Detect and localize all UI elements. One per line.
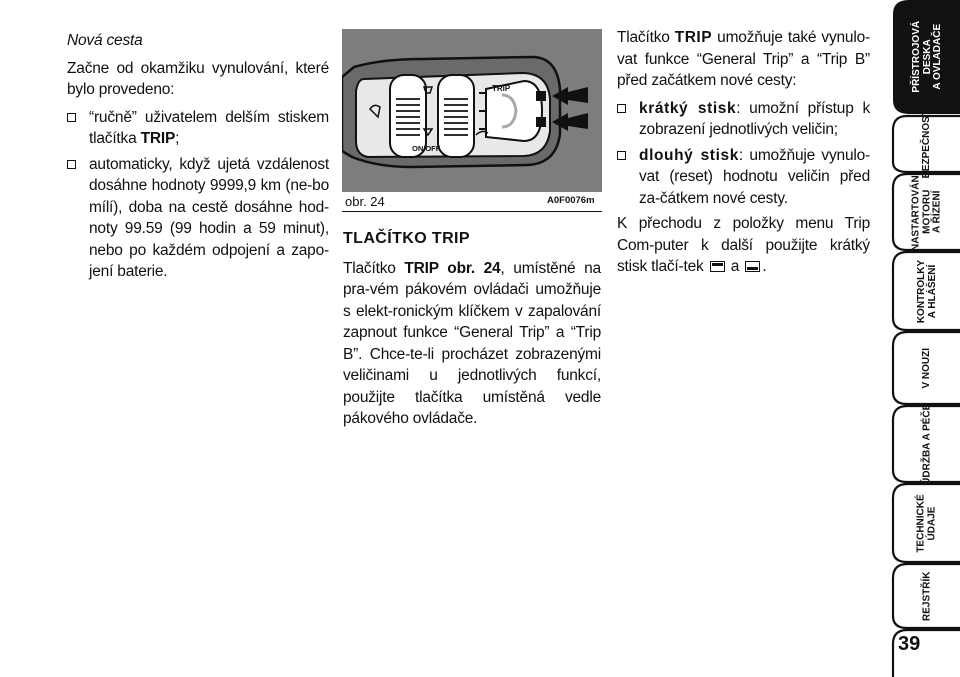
- trip-label: TRIP: [492, 84, 511, 93]
- list-item: “ručně” uživatelem delším stiskem tlačítka TRIP;: [67, 107, 329, 150]
- checkbox-bullet-icon: [617, 104, 626, 113]
- tab-kontrolky[interactable]: KONTROLKY A HLÁŠENÍ: [916, 259, 938, 323]
- button-up-icon: [710, 261, 725, 272]
- tab-bezpecnost[interactable]: BEZPEČNOST: [921, 109, 933, 179]
- body-text: Tlačítko TRIP obr. 24, umístěné na pra-vém pákovém ovládači umožňuje s elekt-ronickým klíčkem v zapalování zapnout funkce “General Trip” a “Trip B”. Chce-te-li procházet zobrazenými veličinami u jednotlivých funkcí, použijte tlačítka umístěná vedle pákového ovládače.: [343, 259, 601, 427]
- list-item: automaticky, když ujetá vzdálenost dosáhne hodnoty 9999,9 km (ne-bo mílí), doba na cestě dosáhne hod-noty 99.59 (99 hodin a 59 minut), nebo po každém odpojení a zapo-jení baterie.: [67, 154, 329, 283]
- body-text: Tlačítko TRIP umožňuje také vynulo-vat funkce “General Trip” a “Trip B” před začátkem nové cesty:: [617, 29, 870, 89]
- chapter-tabs: [887, 0, 960, 677]
- tab-rejstrik[interactable]: REJSTŘÍK: [921, 571, 933, 621]
- list-item: krátký stisk: umožní přístup k zobrazení jednotlivých veličin;: [617, 98, 870, 141]
- page-number: 39: [898, 633, 921, 655]
- figure-caption: obr. 24: [345, 194, 385, 209]
- tab-pristrojova-deska[interactable]: PŘÍSTROJOVÁ DESKA A OVLADAČE: [910, 21, 943, 93]
- figure-steering-lever: [342, 29, 602, 192]
- section-heading: TLAČÍTKO TRIP: [343, 230, 470, 247]
- section-heading: Nová cesta: [67, 32, 143, 49]
- tab-udrzba-a-pece[interactable]: ÚDRŽBA A PÉČE: [921, 403, 933, 485]
- tab-technicke-udaje[interactable]: TECHNICKÉ ÚDAJE: [916, 493, 938, 553]
- checkbox-bullet-icon: [617, 151, 626, 160]
- body-text: K přechodu z položky menu Trip Com-puter k další použijte krátký stisk tlačí-tek a .: [617, 215, 870, 275]
- column-right: [617, 27, 870, 284]
- column-middle: [343, 228, 601, 436]
- checkbox-bullet-icon: [67, 113, 76, 122]
- intro-text: Začne od okamžiku vynulování, které bylo provedeno:: [67, 59, 329, 98]
- figure-divider: [342, 211, 602, 212]
- figure-code: A0F0076m: [547, 195, 595, 206]
- tab-v-nouzi[interactable]: V NOUZI: [921, 347, 933, 389]
- tab-nastartovani-motoru[interactable]: NASTARTOVÁNÍ MOTORU A ŘÍZENÍ: [910, 172, 943, 252]
- lever-illustration: [342, 29, 602, 192]
- button-down-icon: [745, 261, 760, 272]
- column-left: [67, 30, 329, 287]
- onoff-label: ON/OFF: [412, 144, 441, 153]
- list-item: dlouhý stisk: umožňuje vynulo-vat (reset) hodnotu veličin před za-čátkem nové cesty.: [617, 145, 870, 210]
- checkbox-bullet-icon: [67, 160, 76, 169]
